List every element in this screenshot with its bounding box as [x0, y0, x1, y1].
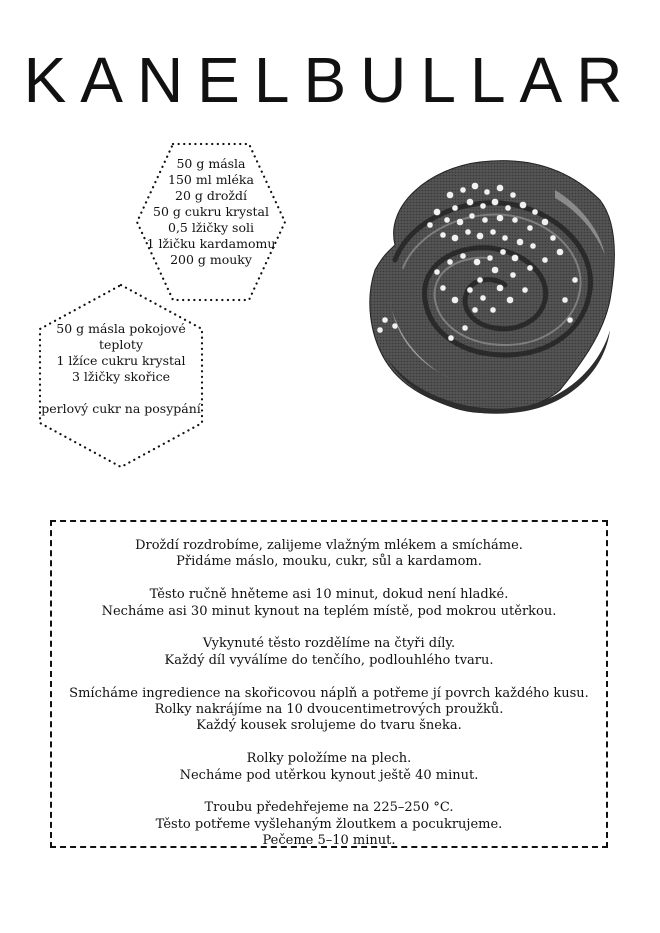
ingredient-line: 200 g mouky	[170, 252, 252, 267]
filling-ingredients-hexagon	[36, 283, 206, 469]
instruction-line: Necháme asi 30 minut kynout na teplém místě, pod mokrou utěrkou.	[101, 603, 557, 619]
ingredient-line: 50 g cukru krystal	[153, 204, 269, 219]
instruction-line: Přidáme máslo, mouku, cukr, sůl a kardamom.	[176, 554, 482, 570]
ingredient-line: 50 g másla	[176, 156, 246, 171]
ingredient-line: 1 lžíce cukru krystal	[56, 353, 186, 368]
ingredient-line: 20 g droždí	[175, 188, 247, 203]
ingredient-line: 3 lžičky skořice	[71, 369, 170, 384]
instruction-paragraph	[52, 587, 606, 620]
cinnamon-bun-image	[355, 150, 620, 415]
instruction-line: Droždí rozdrobíme, zalijeme vlažným mlékem a smícháme.	[135, 538, 523, 553]
ingredient-line: perlový cukr na posypání	[41, 401, 201, 416]
instruction-line: Rolky položíme na plech.	[246, 751, 412, 767]
instructions-text	[52, 538, 606, 866]
instruction-line: Každý díl vyválíme do tenčího, podlouhlého tvaru.	[164, 652, 494, 668]
instruction-line: Těsto potřeme vyšlehaným žloutkem a pocukrujeme.	[155, 816, 503, 832]
instruction-paragraph	[52, 751, 606, 784]
instruction-paragraph	[52, 636, 606, 669]
instruction-line: Smícháme ingredience na skořicovou náplň a potřeme jí povrch každého kusu.	[69, 685, 589, 701]
instruction-line: Každý kousek srolujeme do tvaru šneka.	[196, 718, 462, 734]
ingredient-line: 0,5 lžičky soli	[168, 220, 254, 235]
instruction-paragraph	[52, 686, 606, 735]
page-title: KANELBULLAR	[23, 44, 637, 116]
ingredient-line: 50 g másla pokojové	[56, 321, 186, 336]
filling-ingredients-list	[40, 321, 202, 417]
instruction-line: Těsto ručně hněteme asi 10 minut, dokud není hladké.	[149, 587, 509, 603]
instruction-paragraph	[52, 800, 606, 849]
instruction-line: Pečeme 5–10 minut.	[262, 833, 396, 849]
ingredient-line	[40, 385, 202, 401]
instructions-box	[50, 520, 608, 848]
instruction-line: Vykynuté těsto rozdělíme na čtyři díly.	[202, 636, 456, 652]
instruction-paragraph	[52, 538, 606, 571]
dough-ingredients-hexagon	[135, 142, 287, 302]
ingredient-line: 150 ml mléka	[168, 172, 254, 187]
instruction-line: Rolky nakrájíme na 10 dvoucentimetrových proužků.	[154, 702, 504, 718]
ingredient-line: 1 lžičku kardamomu	[146, 236, 276, 251]
instruction-line: Necháme pod utěrkou kynout ještě 40 minut.	[179, 767, 479, 783]
ingredient-line: teploty	[98, 337, 144, 352]
instruction-line: Troubu předehřejeme na 225–250 °C.	[204, 800, 454, 816]
dough-ingredients-list	[135, 156, 287, 268]
